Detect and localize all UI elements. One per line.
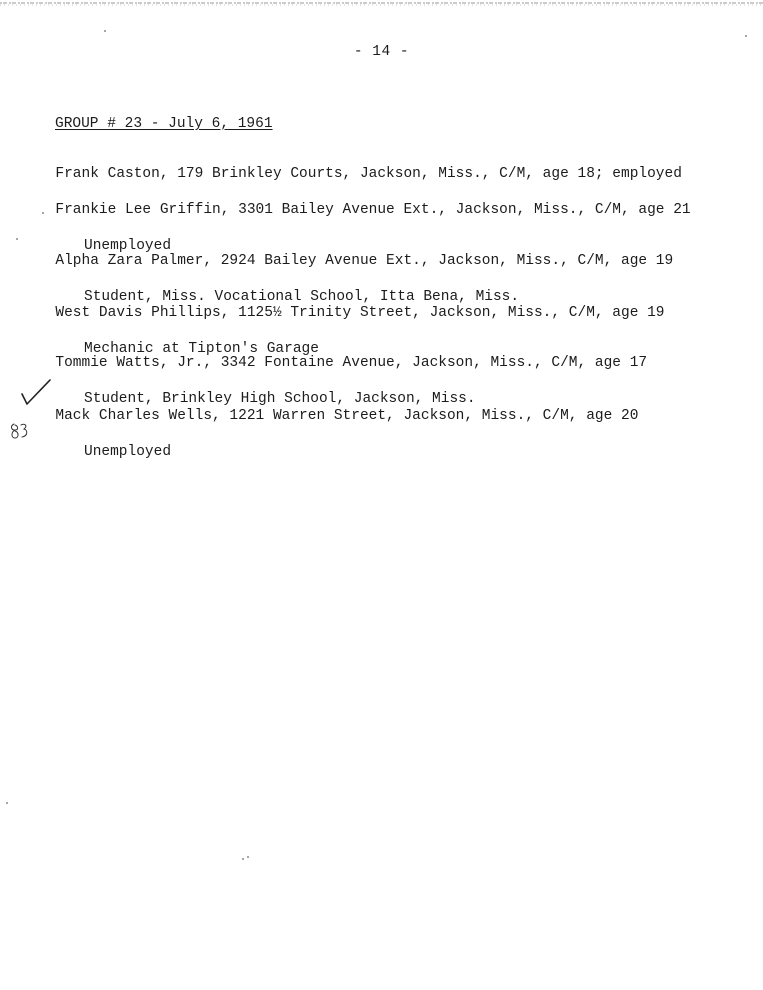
entry-name-address: Alpha Zara Palmer, 2924 Bailey Avenue Ext., Jackson, Miss., C/M, age 19 (55, 253, 674, 269)
entry-name-address: Frank Caston, 179 Brinkley Courts, Jackson, Miss., C/M, age 18; employed (55, 166, 682, 182)
handwritten-check-icon (18, 378, 54, 408)
scan-top-edge (0, 0, 763, 8)
list-item (38, 147, 682, 183)
entry-occupation: Unemployed (84, 444, 172, 460)
scan-speck (16, 238, 18, 240)
entry-name-address: Frankie Lee Griffin, 3301 Bailey Avenue Ext., Jackson, Miss., C/M, age 21 (55, 202, 691, 218)
page-number: - 14 - (353, 44, 410, 60)
handwritten-margin-note (8, 420, 32, 444)
scan-speck (745, 35, 747, 37)
group-heading: GROUP # 23 - July 6, 1961 (55, 116, 273, 132)
entry-occupation: Unemployed (84, 238, 172, 254)
entry-occupation: Mechanic at Tipton's Garage (84, 341, 319, 357)
scan-speck (242, 858, 244, 860)
entry-occupation: Student, Miss. Vocational School, Itta Bena, Miss. (84, 289, 520, 305)
list-item (38, 389, 638, 479)
scan-speck (104, 30, 106, 32)
scan-speck (6, 802, 8, 804)
entry-name-address: Mack Charles Wells, 1221 Warren Street, Jackson, Miss., C/M, age 20 (55, 408, 639, 424)
scan-speck (247, 856, 249, 858)
entry-occupation: Student, Brinkley High School, Jackson, Miss. (84, 391, 476, 407)
scan-speck (42, 212, 44, 214)
entry-name-address: West Davis Phillips, 1125½ Trinity Street, Jackson, Miss., C/M, age 19 (55, 305, 665, 321)
entry-name-address: Tommie Watts, Jr., 3342 Fontaine Avenue, Jackson, Miss., C/M, age 17 (55, 355, 648, 371)
